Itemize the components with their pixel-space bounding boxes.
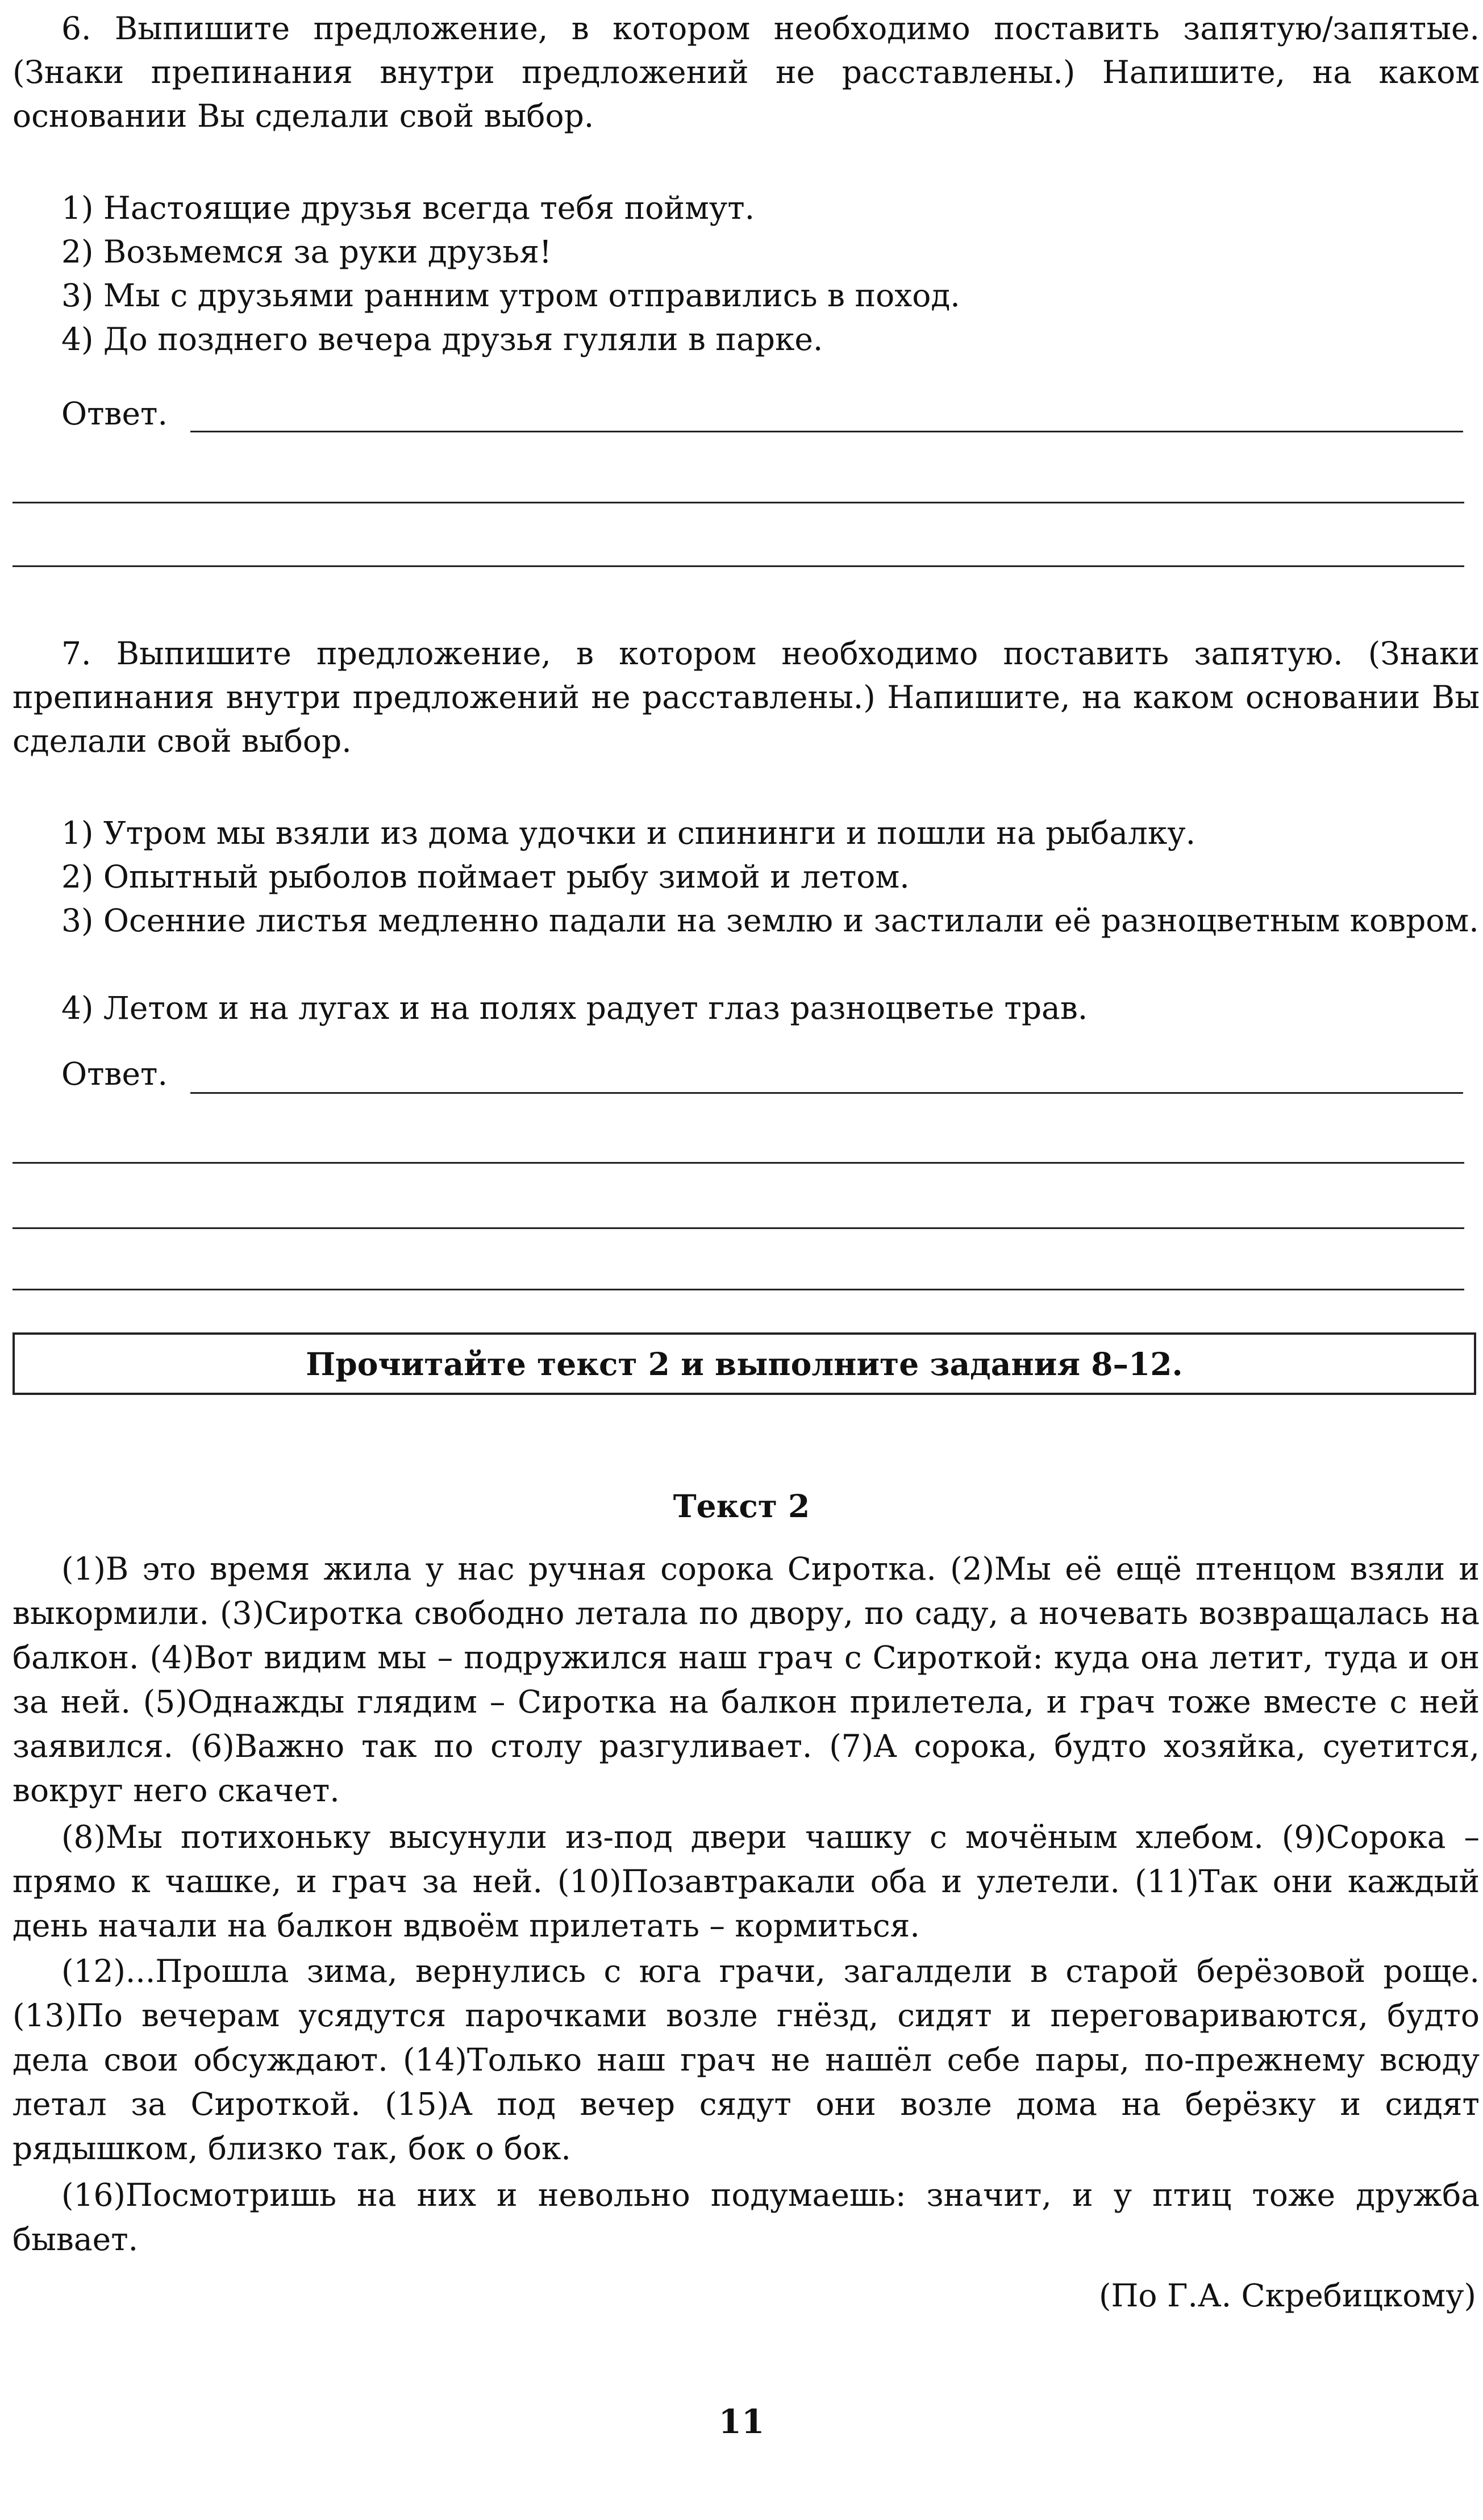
task6-answer-line-3 bbox=[13, 565, 1464, 567]
task7-answer-line-2 bbox=[13, 1162, 1464, 1164]
text2-paragraph-4: (16)Посмотришь на них и невольно подумаешь: значит, и у птиц тоже дружба бывает. bbox=[13, 2177, 1480, 2257]
task7-answer-line-4 bbox=[13, 1289, 1464, 1290]
instruction-banner bbox=[13, 1332, 1476, 1395]
text2-title: Текст 2 bbox=[673, 1488, 810, 1525]
task7-answer-line-1 bbox=[190, 1092, 1463, 1094]
task7-answer-line-3 bbox=[13, 1227, 1464, 1229]
task6-answer-line-2 bbox=[13, 502, 1464, 503]
text2-paragraph-1: (1)В это время жила у нас ручная сорока Сиротка. (2)Мы её ещё птенцом взяли и выкормили. (3)Сиротка свободно летала по двору, по саду, а ночевать возвращалась на балкон. (4)Вот видим мы – подружился наш грач с Сироткой: куда она летит, туда и он за ней. (5)Однажды глядим – Сиротка на балкон прилетела, и грач тоже вместе с ней заявился. (6)Важно так по столу разгуливает. (7)А сорока, будто хозяйка, суетится, вокруг него скачет. bbox=[13, 1551, 1480, 1809]
text2-attribution: (По Г.А. Скребицкому) bbox=[1099, 2277, 1476, 2314]
task6-option-2: 2) Возьмемся за руки друзья! bbox=[61, 234, 552, 270]
task6-answer-field[interactable] bbox=[190, 398, 1465, 433]
text2-paragraph-3: (12)...Прошла зима, вернулись с юга грачи, загалдели в старой берёзовой роще. (13)По вечерам усядутся парочками возле гнёзд, сидят и переговариваются, будто дела свои обсуждают. (14)Только наш грач не нашёл себе пары, по-прежнему всюду летал за Сироткой. (15)А под вечер сядут они возле дома на берёзку и сидят рядышком, близко так, бок о бок. bbox=[13, 1953, 1480, 2167]
page-number: 11 bbox=[718, 2402, 765, 2441]
task6-answer-line-1 bbox=[190, 431, 1463, 432]
text2-paragraph-2: (8)Мы потихоньку высунули из-под двери чашку с мочёным хлебом. (9)Сорока – прямо к чашке, и грач за ней. (10)Позавтракали оба и улетели. (11)Так они каждый день начали на балкон вдвоём прилетать – кормиться. bbox=[13, 1819, 1480, 1944]
task6-option-1: 1) Настоящие друзья всегда тебя поймут. bbox=[61, 190, 755, 226]
task6-option-4: 4) До позднего вечера друзья гуляли в парке. bbox=[61, 321, 823, 357]
task7-answer-label: Ответ. bbox=[61, 1056, 168, 1092]
task6-answer-label: Ответ. bbox=[61, 395, 168, 432]
task7-prompt: 7. Выпишите предложение, в котором необходимо поставить запятую. (Знаки препинания внутри предложений не расставлены.) Напишите, на каком основании Вы сделали свой выбор. bbox=[13, 635, 1480, 759]
task6-prompt: 6. Выпишите предложение, в котором необходимо поставить запятую/запятые. (Знаки препинания внутри предложений не расставлены.) Напишите, на каком основании Вы сделали свой выбор. bbox=[13, 10, 1480, 134]
task7-option-3: 3) Осенние листья медленно падали на землю и застилали её разноцветным ковром. bbox=[61, 902, 1479, 939]
task7-option-2: 2) Опытный рыболов поймает рыбу зимой и летом. bbox=[61, 859, 910, 895]
task7-option-1: 1) Утром мы взяли из дома удочки и спининги и пошли на рыбалку. bbox=[61, 815, 1196, 851]
task6-option-3: 3) Мы с друзьями ранним утром отправились в поход. bbox=[61, 277, 960, 314]
task7-option-4: 4) Летом и на лугах и на полях радует глаз разноцветье трав. bbox=[61, 990, 1088, 1026]
task7-answer-field[interactable] bbox=[190, 1058, 1465, 1093]
instruction-banner-text: Прочитайте текст 2 и выполните задания 8–12. bbox=[306, 1345, 1183, 1382]
